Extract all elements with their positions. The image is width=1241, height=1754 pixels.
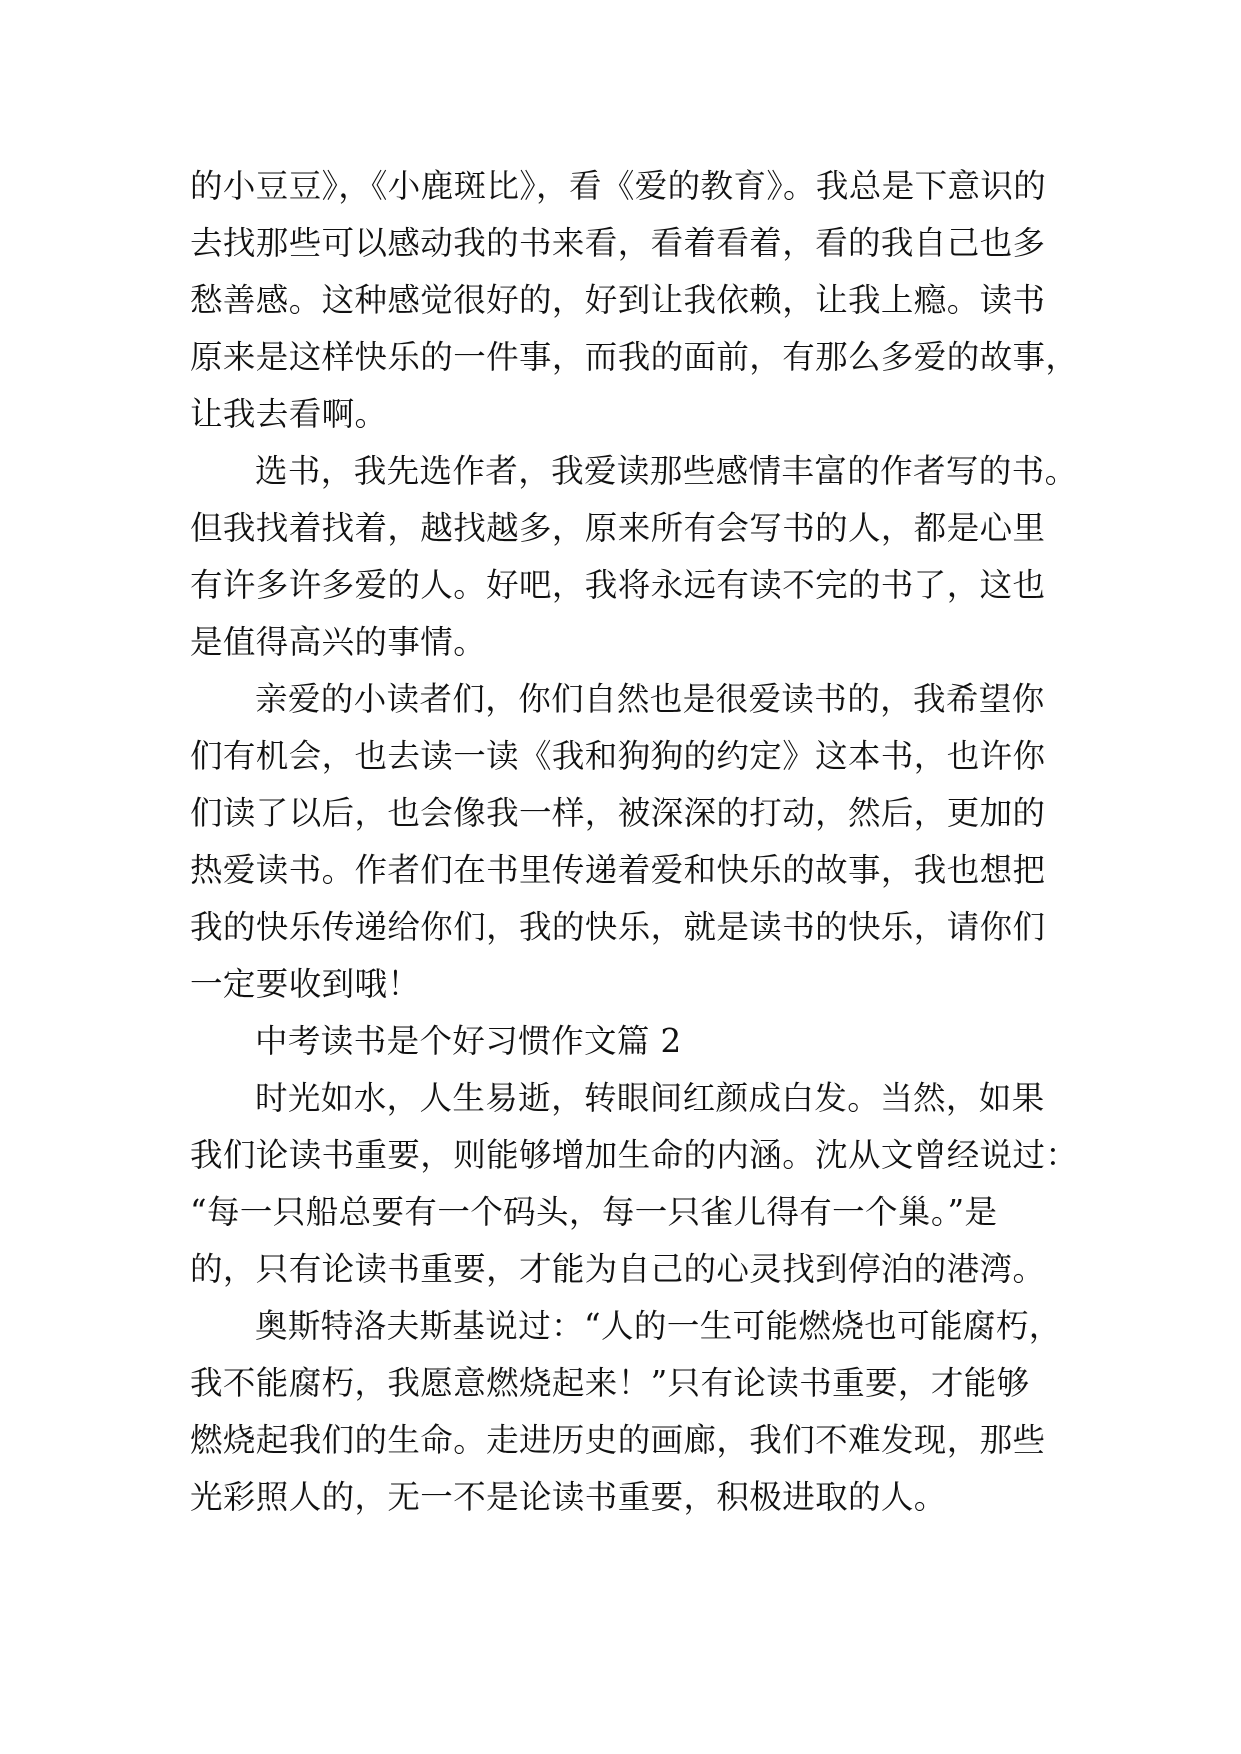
section-heading	[190, 1013, 1060, 1070]
text-line: 们读了以后，也会像我一样，被深深的打动，然后，更加的	[190, 794, 1046, 832]
text-line: 们有机会，也去读一读《我和狗狗的约定》这本书，也许你	[190, 737, 1046, 775]
text-line: 一定要收到哦！	[190, 965, 421, 1003]
text-line: 亲爱的小读者们，你们自然也是很爱读书的，我希望你	[255, 680, 1045, 718]
text-line: 让我去看啊。	[190, 395, 388, 433]
body-text	[190, 158, 1079, 1526]
text-line: 的，只有论读书重要，才能为自己的心灵找到停泊的港湾。	[190, 1250, 1046, 1288]
text-line: 我不能腐朽，我愿意燃烧起来！”只有论读书重要，才能够	[190, 1364, 1030, 1402]
text-line: 我们论读书重要，则能够增加生命的内涵。沈从文曾经说过：	[190, 1136, 1079, 1174]
text-line: 奥斯特洛夫斯基说过：“人的一生可能燃烧也可能腐朽，	[255, 1307, 1062, 1345]
paragraph	[190, 1070, 1079, 1298]
text-line: “每一只船总要有一个码头，每一只雀儿得有一个巢。”是	[190, 1193, 998, 1231]
text-line: 是值得高兴的事情。	[190, 623, 487, 661]
text-line: 有许多许多爱的人。好吧，我将永远有读不完的书了，这也	[190, 566, 1046, 604]
paragraph	[190, 671, 1060, 1013]
text-line: 的小豆豆》，《小鹿斑比》，看《爱的教育》。我总是下意识的	[190, 167, 1047, 205]
text-line: 去找那些可以感动我的书来看，看着看着，看的我自己也多	[190, 224, 1046, 262]
text-line: 我的快乐传递给你们，我的快乐，就是读书的快乐，请你们	[190, 908, 1046, 946]
text-line: 选书，我先选作者，我爱读那些感情丰富的作者写的书。	[255, 452, 1078, 490]
heading-line: 中考读书是个好习惯作文篇 2	[255, 1022, 682, 1060]
text-line: 燃烧起我们的生命。走进历史的画廊，我们不难发现，那些	[190, 1421, 1046, 1459]
text-line: 光彩照人的，无一不是论读书重要，积极进取的人。	[190, 1478, 947, 1516]
text-line: 原来是这样快乐的一件事，而我的面前，有那么多爱的故事，	[190, 338, 1079, 376]
paragraph	[190, 1298, 1060, 1526]
text-line: 但我找着找着，越找越多，原来所有会写书的人，都是心里	[190, 509, 1046, 547]
text-line: 愁善感。这种感觉很好的，好到让我依赖，让我上瘾。读书	[190, 281, 1046, 319]
paragraph	[190, 443, 1078, 671]
text-line: 时光如水，人生易逝，转眼间红颜成白发。当然，如果	[255, 1079, 1045, 1117]
text-line: 热爱读书。作者们在书里传递着爱和快乐的故事，我也想把	[190, 851, 1046, 889]
paragraph	[190, 158, 1079, 443]
